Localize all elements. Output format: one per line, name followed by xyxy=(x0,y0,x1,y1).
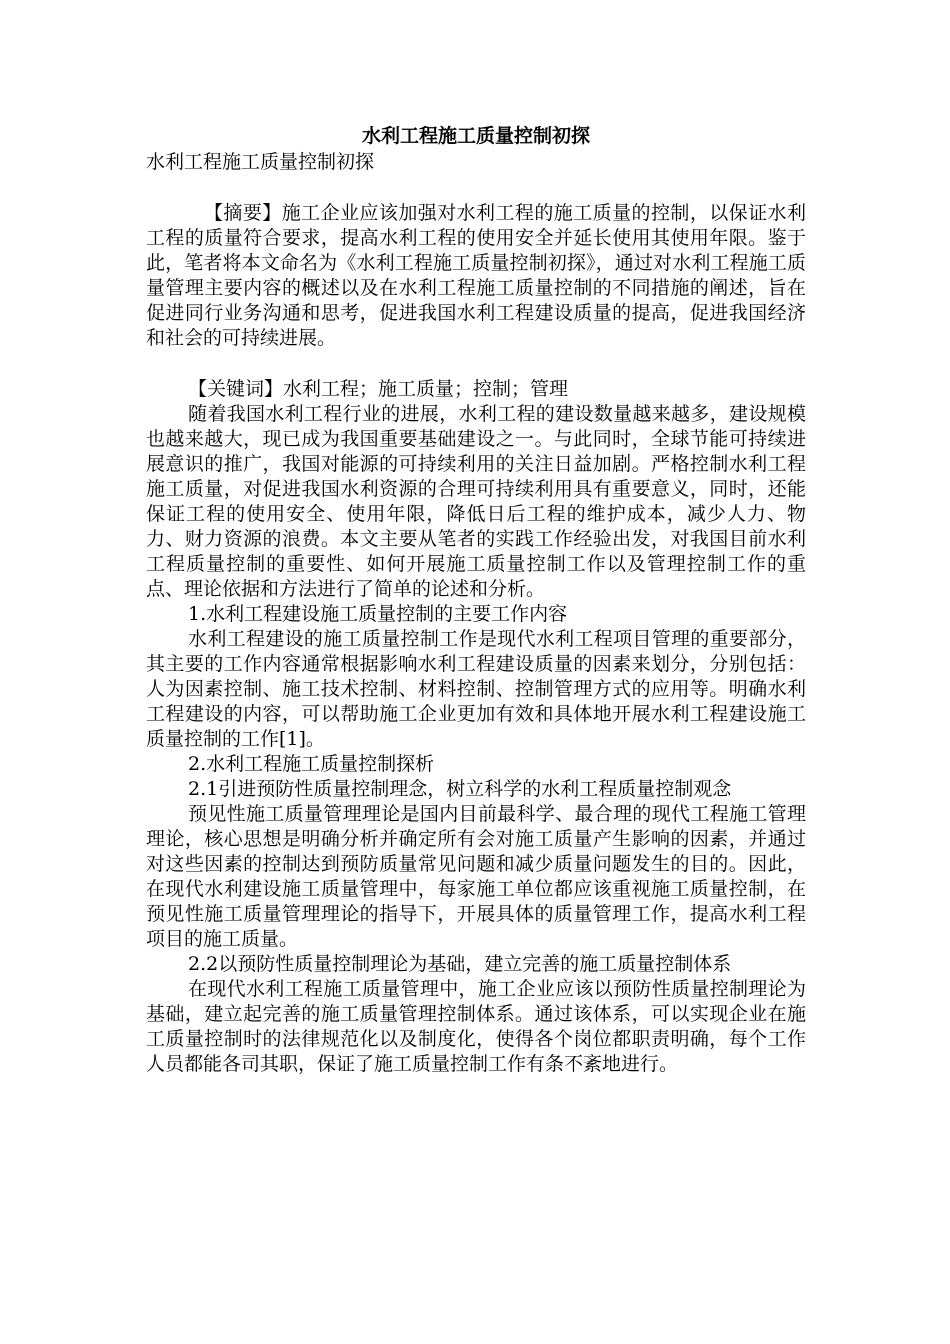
document-page xyxy=(146,122,806,1077)
section-1-body: 水利工程建设的施工质量控制工作是现代水利工程项目管理的重要部分，其主要的工作内容通常根据影响水利工程建设质量的因素来划分，分别包括：人为因素控制、施工技术控制、材料控制、控制管理方式的应用等。明确水利工程建设的内容，可以帮助施工企业更加有效和具体地开展水利工程建设施工质量控制的工作[1]。 xyxy=(146,628,806,750)
section-2-2-body: 在现代水利工程施工质量管理中，施工企业应该以预防性质量控制理论为基础，建立起完善的施工质量管理控制体系。通过该体系，可以实现企业在施工质量控制时的法律规范化以及制度化，使得各个岗位都职责明确，每个工作人员都能各司其职，保证了施工质量控制工作有条不紊地进行。 xyxy=(146,978,806,1075)
document-subtitle: 水利工程施工质量控制初探 xyxy=(146,151,375,173)
section-2-heading: 2.水利工程施工质量控制探析 xyxy=(188,753,435,775)
section-2-1-body: 预见性施工质量管理理论是国内目前最科学、最合理的现代工程施工管理理论，核心思想是明确分析并确定所有会对施工质量产生影响的因素，并通过对这些因素的控制达到预防质量常见问题和减少质量问题发生的目的。因此，在现代水利建设施工质量管理中，每家施工单位都应该重视施工质量控制，在预见性施工质量管理理论的指导下，开展具体的质量管理工作，提高水利工程项目的施工质量。 xyxy=(146,803,806,950)
keywords-line: 【关键词】水利工程；施工质量；控制；管理 xyxy=(188,378,569,400)
section-1-heading: 1.水利工程建设施工质量控制的主要工作内容 xyxy=(188,603,568,625)
spacer xyxy=(146,351,806,377)
section-2-2-heading: 2.2以预防性质量控制理论为基础，建立完善的施工质量控制体系 xyxy=(188,953,732,975)
document-title: 水利工程施工质量控制初探 xyxy=(361,125,590,147)
spacer xyxy=(146,175,806,201)
abstract-paragraph: 【摘要】施工企业应该加强对水利工程的施工质量的控制，以保证水利工程的质量符合要求，提高水利工程的使用安全并延长使用其使用年限。鉴于此，笔者将本文命名为《水利工程施工质量控制初探》，通过对水利工程施工质量管理主要内容的概述以及在水利工程施工质量控制的不同措施的阐述，旨在促进同行业务沟通和思考，促进我国水利工程建设质量的提高，促进我国经济和社会的可持续进展。 xyxy=(146,202,806,349)
section-2-1-heading: 2.1引进预防性质量控制理念，树立科学的水利工程质量控制观念 xyxy=(188,778,732,800)
intro-paragraph: 随着我国水利工程行业的进展，水利工程的建设数量越来越多，建设规模也越来越大，现已成为我国重要基础建设之一。与此同时，全球节能可持续进展意识的推广，我国对能源的可持续利用的关注日益加剧。严格控制水利工程施工质量，对促进我国水利资源的合理可持续利用具有重要意义，同时，还能保证工程的使用安全、使用年限，降低日后工程的维护成本，减少人力、物力、财力资源的浪费。本文主要从笔者的实践工作经验出发，对我国目前水利工程质量控制的重要性、如何开展施工质量控制工作以及管理控制工作的重点、理论依据和方法进行了简单的论述和分析。 xyxy=(146,403,806,600)
